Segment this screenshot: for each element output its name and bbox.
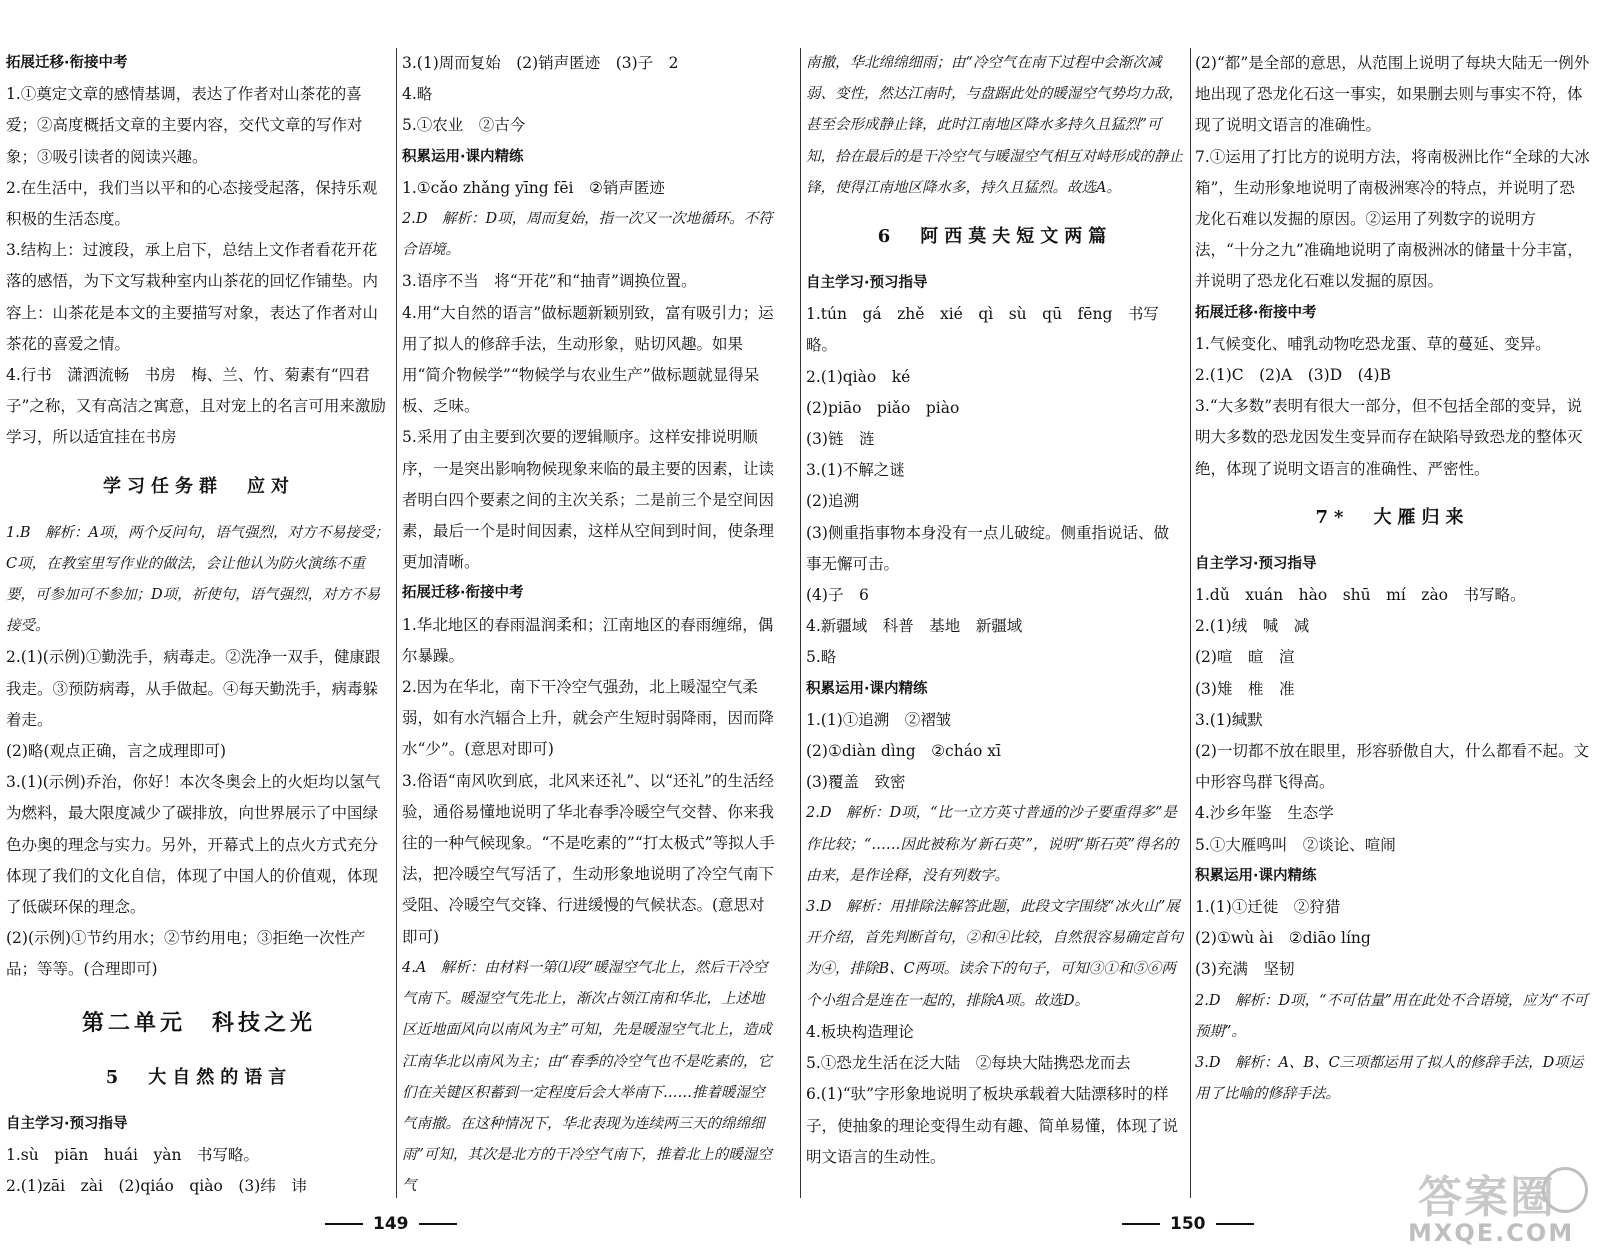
answer-paragraph: 2.(1)绒 喊 减: [1195, 617, 1310, 636]
answer-paragraph: 2.(1)qiào ké: [806, 367, 911, 386]
handwritten-explanation: 2.D 解析：D项，“比一立方英寸普通的沙子要重得多”是作比较；“……因此被称为‘新石英’”，说明“斯石英”得名的由来，是作诠释，没有列数字。: [806, 805, 1179, 884]
answer-paragraph: 4.新疆域 科普 基地 新疆域: [806, 617, 1023, 636]
answer-paragraph: (2)追溯: [806, 492, 859, 511]
handwritten-explanation: 1.B 解析：A项，两个反问句，语气强烈，对方不易接受；C项，在教室里写作业的做法，会让他认为防火演练不重要，可参加可不参加；D项，祈使句，语气强烈，对方不易接受。: [6, 524, 389, 635]
answer-paragraph: 1.①cǎo zhǎng yīng fēi ②销声匿迹: [402, 178, 665, 197]
answer-paragraph: (3)充满 坚韧: [1195, 960, 1295, 979]
answer-paragraph: 2.因为在华北，南下干冷空气强劲，北上暖湿空气柔弱，如有水汽辐合上升，就会产生短时弱降雨，因而降水“少”。(意思对即可): [402, 678, 775, 759]
answer-paragraph: 4.略: [402, 85, 433, 104]
answer-paragraph: 7.①运用了打比方的说明方法，将南极洲比作“全球的大冰箱”，生动形象地说明了南极洲寒冷的特点，并说明了恐龙化石难以发掘的原因。②运用了列数字的说明方法，“十分之九”准确地说明了南极洲冰的储量十分丰富，并说明了恐龙化石难以发掘的原因。: [1195, 147, 1590, 291]
answer-paragraph: (2)piāo piǎo piào: [806, 398, 960, 417]
section-heading: 积累运用·课内精练: [1195, 867, 1317, 884]
column-divider: [800, 48, 801, 1198]
column-1: [6, 48, 392, 1198]
answer-paragraph: 5.①农业 ②古今: [402, 116, 526, 135]
section-heading: 积累运用·课内精练: [402, 148, 524, 165]
section-heading: 自主学习·预习指导: [6, 1115, 128, 1132]
lesson-title: 5 大自然的语言: [105, 1066, 293, 1088]
answer-paragraph: 3.语序不当 将“开花”和“抽青”调换位置。: [402, 272, 697, 291]
answer-paragraph: 2.(1)zāi zài (2)qiáo qiào (3)纬 讳: [6, 1177, 307, 1196]
answer-paragraph: 4.沙乡年鉴 生态学: [1195, 804, 1334, 823]
answer-paragraph: 5.①大雁鸣叫 ②谈论、喧闹: [1195, 835, 1396, 854]
answer-paragraph: 1.dǔ xuán hào shū mí zào 书写略。: [1195, 586, 1526, 605]
handwritten-explanation: 2.D 解析：D项，“不可估量”用在此处不合语境，应为“不可预期”。: [1195, 992, 1588, 1040]
answer-paragraph: 3.(1)不解之谜: [806, 461, 905, 480]
answer-paragraph: (2)①diàn dìng ②cháo xī: [806, 742, 1001, 761]
unit-title: 第二单元 科技之光: [81, 1010, 316, 1036]
handwritten-explanation: 3.D 解析：A、B、C三项都运用了拟人的修辞手法，D项运用了比喻的修辞手法。: [1195, 1055, 1584, 1103]
column-divider: [396, 48, 397, 1198]
section-heading: 拓展迁移·衔接中考: [6, 55, 128, 71]
watermark-logo: 答案圈 MXQE.COM: [1404, 1161, 1594, 1247]
answer-paragraph: 4.板块构造理论: [806, 1022, 914, 1041]
lesson-title: 学习任务群 应对: [103, 475, 295, 497]
answer-paragraph: 2.(1)C (2)A (3)D (4)B: [1195, 366, 1391, 385]
column-4: [1195, 48, 1590, 1198]
answer-paragraph: 5.略: [806, 648, 837, 667]
answer-paragraph: 3.(1)(示例)乔治，你好！本次冬奥会上的火炬均以氢气为燃料，最大限度减少了碳排放，向世界展示了中国绿色办奥的理念与实力。另外，开幕式上的点火方式充分体现了我们的文化自信，体现了中国人的价值观，体现了低碳环保的理念。: [6, 773, 381, 917]
answer-paragraph: (3)链 涟: [806, 430, 875, 449]
answer-paragraph: (2)一切都不放在眼里，形容骄傲自大，什么都看不起。文中形容鸟群飞得高。: [1195, 742, 1589, 792]
section-heading: 拓展迁移·衔接中考: [1195, 304, 1317, 321]
column-divider: [1190, 48, 1191, 1198]
answer-paragraph: 3.(1)周而复始 (2)销声匿迹 (3)子 2: [402, 54, 679, 72]
handwritten-explanation: 3.D 解析：用排除法解答此题，此段文字围绕“冰火山”展开介绍，首先判断首句，②和④比较，自然很容易确定首句为④，排除B、C两项。读余下的句子，可知③①和⑤⑥两个小组合是连在一起的，排除A项。故选D。: [806, 899, 1183, 1009]
lesson-title: 6 阿西莫夫短文两篇: [877, 226, 1113, 248]
section-heading: 自主学习·预习指导: [1195, 555, 1317, 572]
answer-paragraph: 4.行书 潇洒流畅 书房 梅、兰、竹、菊素有“四君子”之称，又有高洁之寓意，且对宠上的名言可用来激励学习，所以适宜挂在书房: [6, 366, 386, 447]
answer-paragraph: 1.华北地区的春雨温润柔和；江南地区的春雨缠绵，偶尔暴躁。: [402, 615, 774, 665]
answer-paragraph: 1.①奠定文章的感情基调，表达了作者对山茶花的喜爱；②高度概括文章的主要内容，交代文章的写作对象；③吸引读者的阅读兴趣。: [6, 85, 363, 166]
answer-paragraph: (2)“都”是全部的意思，从范围上说明了每块大陆无一例外地出现了恐龙化石这一事实，如果删去则与事实不符，体现了说明文语言的准确性。: [1195, 54, 1590, 135]
answer-paragraph: 1.sù piān huái yàn 书写略。: [6, 1146, 259, 1165]
answer-paragraph: 3.结构上：过渡段，承上启下，总结上文作者看花开花落的感悟，为下文写栽种室内山茶花的回忆作铺垫。内容上：山茶花是本文的主要描写对象，表达了作者对山茶花的喜爱之情。: [6, 241, 379, 353]
answer-paragraph: 1.tún gá zhě xié qì sù qū fēng 书写略。: [806, 305, 1159, 355]
answer-paragraph: 3.(1)缄默: [1195, 710, 1263, 729]
answer-paragraph: 3.俗语“南风吹到底，北风来还礼”、以“还礼”的生活经验，通俗易懂地说明了华北春季冷暖空气交替、你来我往的一种气候现象。“不是吃素的”“打太极式”等拟人手法，把冷暖空气写活了，生动形象地说明了冷空气南下受阻、冷暖空气交锋、行进缓慢的气候状态。(意思对即可): [402, 771, 775, 946]
answer-paragraph: (2)喧 暄 渲: [1195, 648, 1295, 667]
answer-paragraph: 4.用“大自然的语言”做标题新颖别致，富有吸引力；运用了拟人的修辞手法，生动形象，贴切风趣。如果用“简介物候学”“物候学与农业生产”做标题就显得呆板、乏味。: [402, 303, 774, 416]
answer-paragraph: 5.采用了由主要到次要的逻辑顺序。这样安排说明顺序，一是突出影响物候现象来临的最主要的因素，让读者明白四个要素之间的主次关系；二是前三个是空间因素，最后一个是时间因素，这样从空间到时间，使条理更加清晰。: [402, 428, 775, 572]
answer-paragraph: (2)(示例)①节约用水；②节约用电；③拒绝一次性产品；等等。(合理即可): [6, 929, 366, 979]
column-2: [402, 48, 778, 1198]
answer-paragraph: (2)①wù ài ②diāo líng: [1195, 929, 1371, 948]
answer-paragraph: 2.在生活中，我们当以平和的心态接受起落，保持乐观积极的生活态度。: [6, 178, 378, 229]
answer-paragraph: (4)子 6: [806, 586, 869, 605]
answer-paragraph: (3)侧重指事物本身没有一点儿破绽。侧重指说话、做事无懈可击。: [806, 523, 1169, 573]
section-heading: 自主学习·预习指导: [806, 275, 928, 292]
answer-paragraph: 1.气候变化、哺乳动物吃恐龙蛋、草的蔓延、变异。: [1195, 334, 1551, 353]
answer-paragraph: 5.①恐龙生活在泛大陆 ②每块大陆携恐龙而去: [806, 1054, 1131, 1073]
answer-paragraph: 1.(1)①迁徙 ②狩猎: [1195, 898, 1341, 917]
answer-paragraph: (3)雉 椎 准: [1195, 679, 1295, 698]
section-heading: 积累运用·课内精练: [806, 680, 928, 697]
page-number-left: 149: [325, 1214, 457, 1234]
answer-paragraph: 2.(1)(示例)①勤洗手，病毒走。②洗净一双手，健康跟我走。③预防病毒，从手做起。④每天勤洗手，病毒躲着走。: [6, 648, 381, 729]
column-3: [806, 48, 1184, 1198]
handwritten-explanation: 2.D 解析：D项，周而复始，指一次又一次地循环。不符合语境。: [402, 211, 773, 259]
handwritten-explanation: 4.A 解析：由材料一第⑴段“暖湿空气北上，然后干冷空气南下。暖湿空气先北上，渐次占领江南和华北，上述地区近地面风向以南风为主”可知，先是暖湿空气北上，造成江南华北以南风为主；由“春季的冷空气也不是吃素的，它们在关键区积蓄到一定程度后会大举南下……推着暖湿空气南撤。在这种情况下，华北表现为连续两三天的绵绵细雨”可知，其次是北方的干冷空气南下，推着北上的暖湿空气: [402, 959, 772, 1195]
lesson-title: 7* 大雁归来: [1315, 506, 1470, 528]
answer-paragraph: 6.(1)“驮”字形象地说明了板块承载着大陆漂移时的样子，使抽象的理论变得生动有趣、简单易懂，体现了说明文语言的生动性。: [806, 1085, 1179, 1166]
handwritten-explanation: 南撤，华北绵绵细雨；由“冷空气在南下过程中会渐次减弱、变性，然达江南时，与盘踞此处的暖湿空气势均力敌，甚至会形成静止锋，此时江南地区降水多持久且猛烈”可知，拾在最后的是干冷空气与暖湿空气相互对峙形成的静止锋，使得江南地区降水多，持久且猛烈。故选A。: [806, 55, 1183, 196]
answer-paragraph: (3)覆盖 致密: [806, 773, 906, 792]
answer-paragraph: (2)略(观点正确，言之成理即可): [6, 742, 227, 761]
section-heading: 拓展迁移·衔接中考: [402, 585, 524, 602]
page-number-right: 150: [1122, 1214, 1254, 1234]
answer-paragraph: 1.(1)①追溯 ②褶皱: [806, 710, 952, 729]
answer-paragraph: 3.“大多数”表明有很大一部分，但不包括全部的变异，说明大多数的恐龙因发生变异而存在缺陷导致恐龙的整体灭绝，体现了说明文语言的准确性、严密性。: [1195, 397, 1583, 478]
